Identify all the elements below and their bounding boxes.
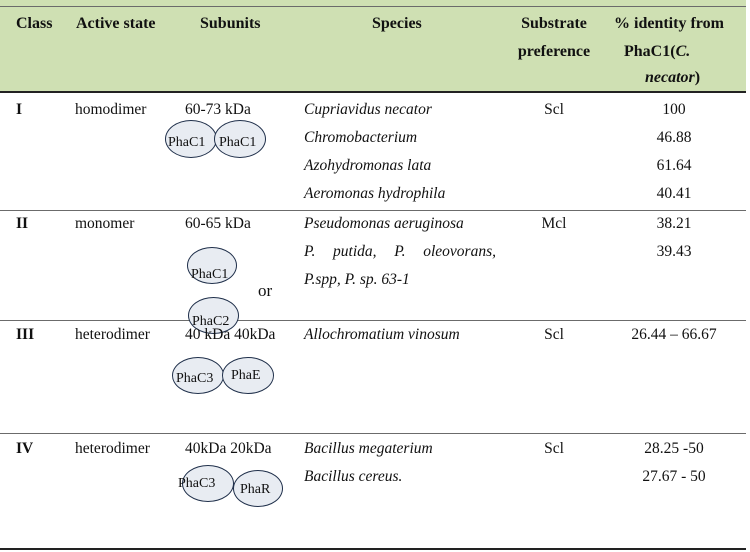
species-name: Allochromatium vinosum bbox=[304, 326, 460, 343]
subunit-label: PhaE bbox=[231, 368, 261, 383]
species-name: Cupriavidus necator bbox=[304, 101, 432, 118]
header-active-state: Active state bbox=[76, 15, 156, 32]
species-name: Bacillus megaterium bbox=[304, 440, 433, 457]
subunit-label: PhaC3 bbox=[178, 476, 216, 491]
table-bottom-rule bbox=[0, 548, 746, 550]
row-class: II bbox=[16, 215, 29, 232]
species-name: P. putida, P. oleovorans, bbox=[304, 243, 496, 260]
header-species: Species bbox=[372, 15, 422, 32]
header-identity-line2: PhaC1(C. bbox=[624, 43, 691, 60]
identity-value: 28.25 -50 bbox=[644, 440, 704, 457]
identity-value: 100 bbox=[662, 101, 686, 118]
header-substrate-line1: Substrate bbox=[521, 15, 587, 32]
substrate-preference: Mcl bbox=[541, 215, 567, 232]
row-active-state: monomer bbox=[75, 215, 135, 232]
row-subunit-size: 40 kDa 40kDa bbox=[185, 326, 276, 343]
identity-value: 46.88 bbox=[656, 129, 692, 146]
subunit-label: PhaC1 bbox=[219, 135, 257, 150]
identity-value: 61.64 bbox=[656, 157, 692, 174]
row-subunit-size: 40kDa 20kDa bbox=[185, 440, 272, 457]
substrate-preference: Scl bbox=[544, 326, 564, 343]
header-subunits: Subunits bbox=[200, 15, 261, 32]
row-class: III bbox=[16, 326, 35, 343]
identity-value: 26.44 – 66.67 bbox=[631, 326, 717, 343]
header-identity-line3: necator) bbox=[645, 69, 701, 86]
subunit-label: PhaR bbox=[240, 482, 271, 497]
subunit-label: PhaC1 bbox=[191, 267, 229, 282]
subunit-label: PhaC1 bbox=[168, 135, 206, 150]
row-active-state: heterodimer bbox=[75, 440, 150, 457]
subunit-label: PhaC2 bbox=[192, 314, 230, 329]
species-name: Aeromonas hydrophila bbox=[304, 185, 446, 202]
identity-value: 27.67 - 50 bbox=[642, 468, 706, 485]
species-name: P.spp, P. sp. 63-1 bbox=[304, 271, 410, 288]
row-active-state: heterodimer bbox=[75, 326, 150, 343]
header-identity-line1: % identity from bbox=[614, 15, 724, 32]
identity-value: 40.41 bbox=[656, 185, 692, 202]
species-name: Azohydromonas lata bbox=[304, 157, 432, 174]
substrate-preference: Scl bbox=[544, 440, 564, 457]
species-name: Pseudomonas aeruginosa bbox=[304, 215, 464, 232]
identity-value: 38.21 bbox=[656, 215, 692, 232]
header-bottom-rule bbox=[0, 91, 746, 93]
header-substrate-line2: preference bbox=[517, 43, 591, 60]
species-name: Bacillus cereus. bbox=[304, 468, 403, 485]
row-divider-3 bbox=[0, 433, 746, 434]
identity-value: 39.43 bbox=[656, 243, 692, 260]
subunit-connector: or bbox=[258, 281, 273, 300]
table-top-rule bbox=[0, 6, 746, 7]
substrate-preference: Scl bbox=[544, 101, 564, 118]
row-subunit-size: 60-73 kDa bbox=[185, 101, 251, 118]
row-class: I bbox=[16, 101, 23, 118]
row-subunit-size: 60-65 kDa bbox=[185, 215, 251, 232]
row-class: IV bbox=[16, 440, 34, 457]
header-class: Class bbox=[16, 15, 53, 32]
row-active-state: homodimer bbox=[75, 101, 147, 118]
subunit-label: PhaC3 bbox=[176, 371, 214, 386]
species-name: Chromobacterium bbox=[304, 129, 418, 146]
